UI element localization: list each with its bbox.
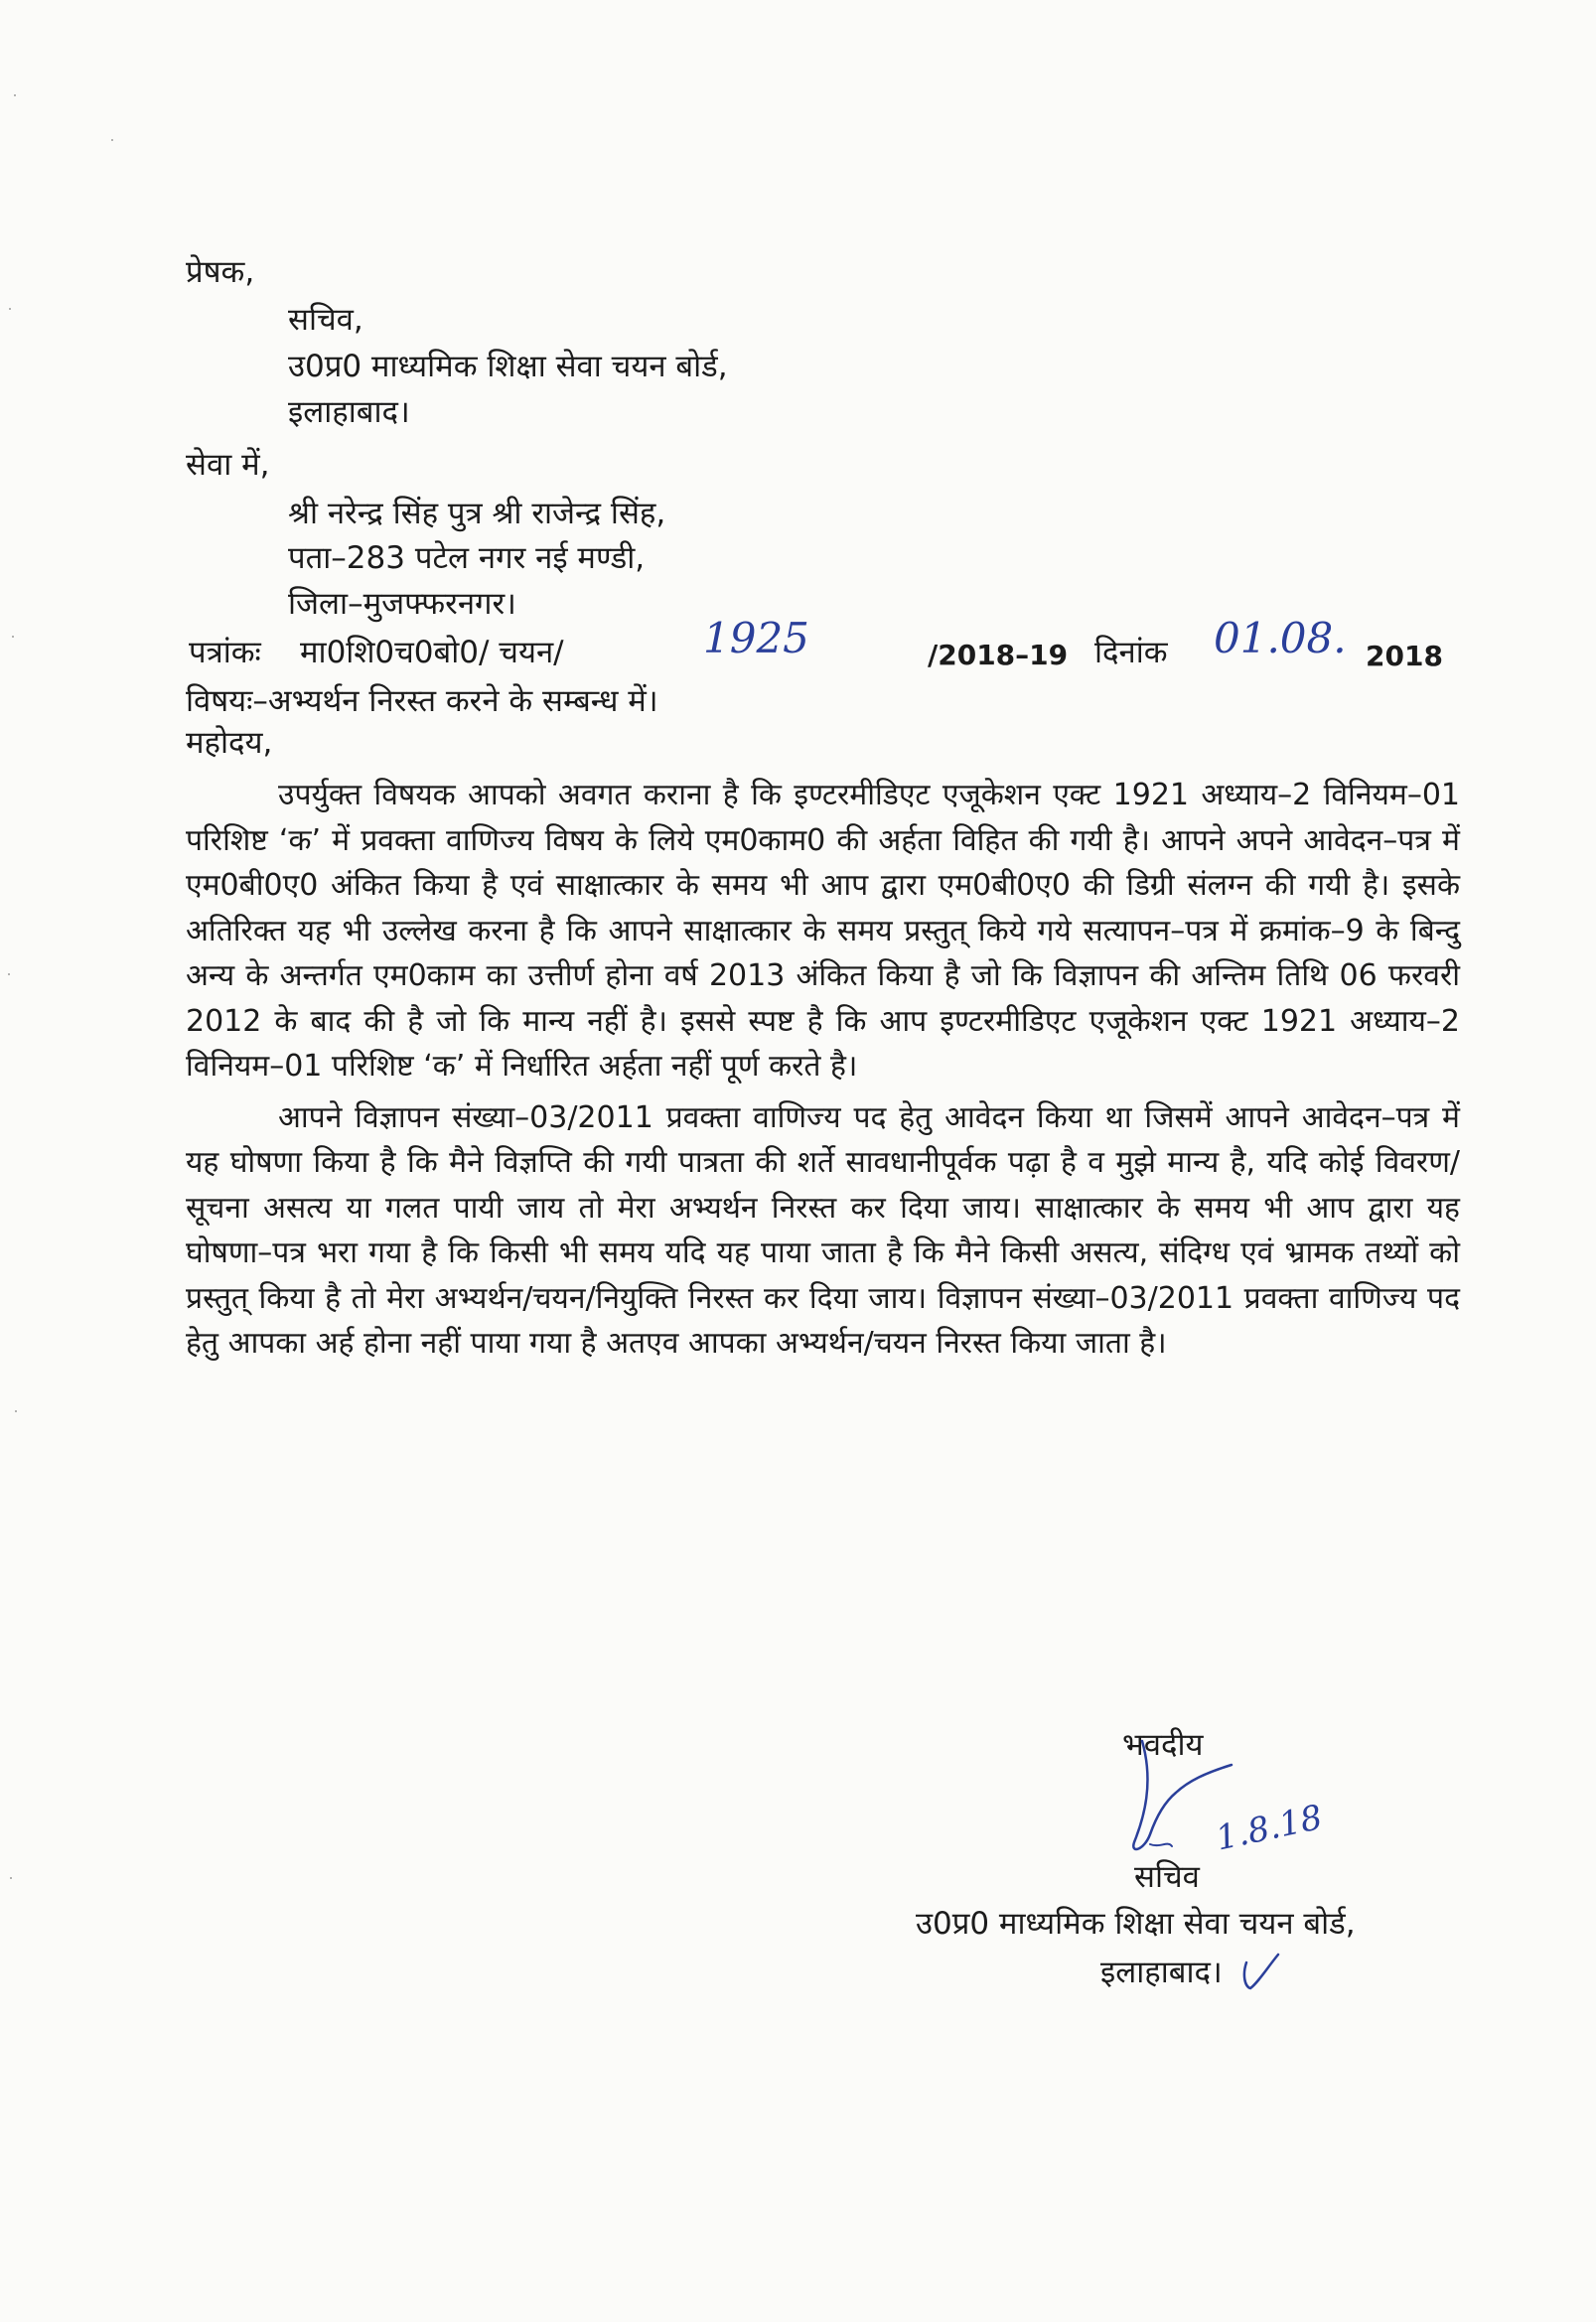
closing-organization: उ0प्र0 माध्यमिक शिक्षा सेवा चयन बोर्ड, bbox=[916, 1906, 1356, 1942]
recipient-address: पता–283 पटेल नगर नई मण्डी, bbox=[288, 540, 646, 576]
date-handwritten: 01.08. bbox=[1214, 614, 1347, 662]
body-paragraph-1: उपर्युक्त विषयक आपको अवगत कराना है कि इण्टरमीडिएट एजूकेशन एक्ट 1921 अध्याय–2 विनियम–01 परिशिष्ट ‘क’ में प्रवक्ता वाणिज्य विषय के लिये एम0काम0 की अर्हता विहित की गयी है। आपने अपने आवेदन–पत्र में एम0बी0ए0 अंकित किया है एवं साक्षात्कार के समय भी आप द्वारा एम0बी0ए0 की डिग्री संलग्न की गयी है। इसके अतिरिक्त यह भी उल्लेख करना है कि आपने साक्षात्कार के समय प्रस्तुत् किये गये सत्यापन–पत्र में क्रमांक–9 के बिन्दु अन्य के अन्तर्गत एम0काम का उत्तीर्ण होना वर्ष 2013 अंकित किया है जो कि विज्ञापन की अन्तिम तिथि 06 फरवरी 2012 के बाद की है जो कि मान्य नहीं है। इससे स्पष्ट है कि आप इण्टरमीडिएट एजूकेशन एक्ट 1921 अध्याय–2 विनियम–01 परिशिष्ट ‘क’ में निर्धारित अर्हता नहीं पूर्ण करते है। bbox=[186, 778, 1460, 1084]
letter-body bbox=[186, 773, 1460, 1367]
sender-label: प्रेषक, bbox=[186, 254, 255, 290]
scan-speck bbox=[12, 636, 14, 638]
scan-speck bbox=[8, 973, 10, 975]
body-paragraph-2: आपने विज्ञापन संख्या–03/2011 प्रवक्ता वाणिज्य पद हेतु आवेदन किया था जिसमें आपने आवेदन–पत्र में यह घोषणा किया है कि मैने विज्ञप्ति की गयी पात्रता की शर्ते सावधानीपूर्वक पढ़ा है व मुझे मान्य है, यदि कोई विवरण/सूचना असत्य या गलत पायी जाय तो मेरा अभ्यर्थन निरस्त कर दिया जाय। साक्षात्कार के समय भी आप द्वारा यह घोषणा–पत्र भरा गया है कि किसी भी समय यदि यह पाया जाता है कि मैने किसी असत्य, संदिग्ध एवं भ्रामक तथ्यों को प्रस्तुत् किया है तो मेरा अभ्यर्थन/चयन/नियुक्ति निरस्त कर दिया जाय। विज्ञापन संख्या–03/2011 प्रवक्ता वाणिज्य पद हेतु आपका अर्ह होना नहीं पाया गया है अतएव आपका अभ्यर्थन/चयन निरस्त किया जाता है। bbox=[186, 1099, 1460, 1361]
sender-organization: उ0प्र0 माध्यमिक शिक्षा सेवा चयन बोर्ड, bbox=[288, 349, 728, 384]
sender-city: इलाहाबाद। bbox=[288, 394, 410, 430]
salutation: महोदय, bbox=[186, 725, 273, 761]
reference-code: मा0शि0च0बो0/ चयन/ bbox=[300, 635, 564, 670]
recipient-name: श्री नरेन्द्र सिंह पुत्र श्री राजेन्द्र सिंह, bbox=[288, 496, 666, 531]
reference-year: /2018–19 bbox=[928, 639, 1069, 671]
sender-designation: सचिव, bbox=[288, 302, 363, 338]
scan-speck bbox=[15, 1410, 17, 1412]
valediction: भवदीय bbox=[1122, 1727, 1204, 1763]
date-label: दिनांक bbox=[1094, 635, 1168, 670]
recipient-label: सेवा में, bbox=[186, 447, 270, 483]
closing-city: इलाहाबाद। bbox=[1100, 1955, 1223, 1990]
scan-speck bbox=[14, 94, 16, 96]
recipient-district: जिला–मुजफ्फरनगर। bbox=[288, 586, 516, 622]
subject: विषयः–अभ्यर्थन निरस्त करने के सम्बन्ध में। bbox=[186, 683, 658, 719]
date-year: 2018 bbox=[1366, 640, 1443, 672]
scan-speck bbox=[10, 1877, 12, 1879]
reference-label: पत्रांकः bbox=[189, 635, 261, 670]
closing-designation: सचिव bbox=[1134, 1859, 1200, 1895]
scan-speck bbox=[111, 139, 113, 141]
reference-number-handwritten: 1925 bbox=[703, 614, 809, 662]
initial-mark bbox=[1238, 1949, 1284, 1994]
signature-date-handwritten: 1.8.18 bbox=[1212, 1797, 1326, 1859]
scan-speck bbox=[9, 308, 11, 310]
